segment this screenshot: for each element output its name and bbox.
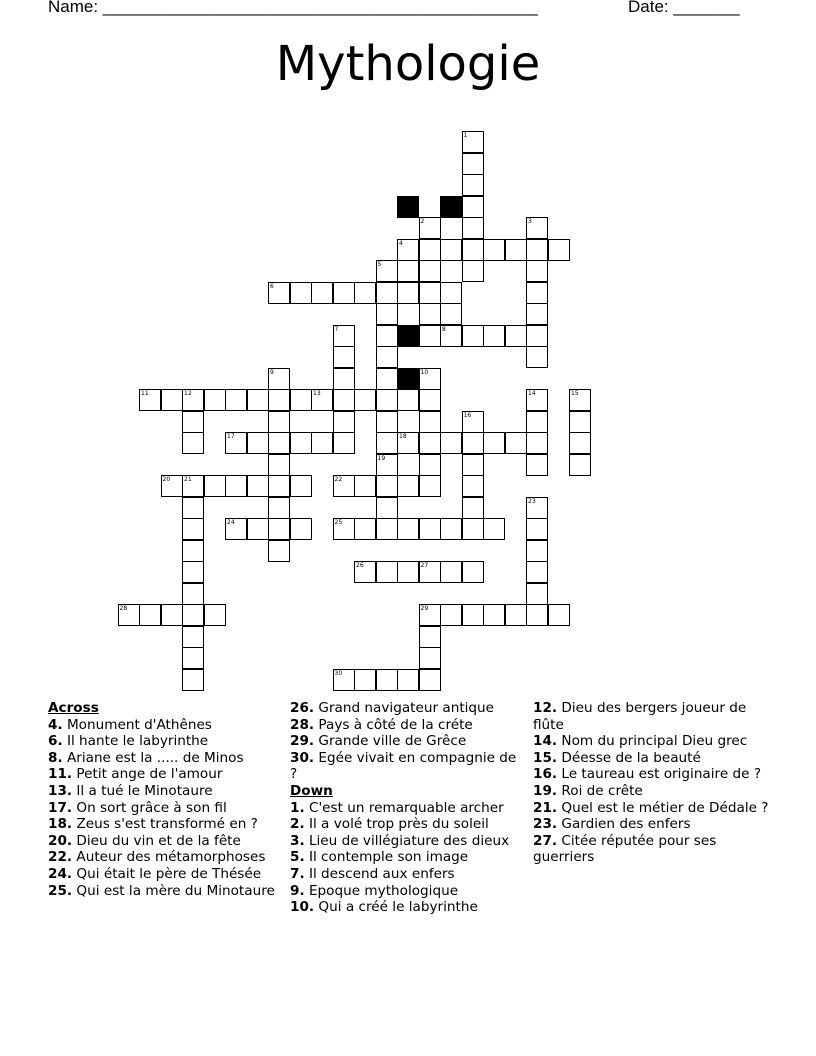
grid-cell[interactable] xyxy=(397,475,419,497)
clue-number: 19 xyxy=(377,454,386,462)
clue-number-label: 10. xyxy=(290,899,315,916)
grid-cell[interactable] xyxy=(526,540,548,562)
grid-cell[interactable] xyxy=(526,518,548,540)
clue-text: Lieu de villégiature des dieux xyxy=(304,832,510,849)
grid-cell[interactable] xyxy=(247,518,269,540)
clue-number-label: 29. xyxy=(290,733,315,750)
clue-text: Il hante le labyrinthe xyxy=(62,733,209,750)
grid-cell[interactable] xyxy=(526,217,548,239)
grid-cell[interactable] xyxy=(462,153,484,175)
grid-cell[interactable] xyxy=(333,389,355,411)
black-cell xyxy=(397,368,419,390)
grid-cell[interactable] xyxy=(182,540,204,562)
grid-cell[interactable] xyxy=(376,282,398,304)
clue-item xyxy=(48,750,284,767)
grid-cell[interactable] xyxy=(526,389,548,411)
clue-number: 18 xyxy=(399,433,407,440)
grid-cell[interactable] xyxy=(569,454,591,476)
grid-cell[interactable] xyxy=(268,497,290,519)
grid-cell[interactable] xyxy=(161,604,183,626)
grid-cell[interactable] xyxy=(376,497,398,519)
grid-cell[interactable] xyxy=(311,282,333,304)
grid-cell[interactable] xyxy=(376,368,398,390)
clue-number-label: 6. xyxy=(48,733,63,750)
grid-cell[interactable] xyxy=(505,325,527,347)
grid-cell[interactable] xyxy=(247,475,269,497)
clue-number: 22 xyxy=(334,476,343,483)
grid-cell[interactable] xyxy=(462,260,484,282)
grid-cell[interactable] xyxy=(290,518,312,540)
grid-cell[interactable] xyxy=(204,604,226,626)
clue-text: Le taureau est originaire de ? xyxy=(557,766,762,783)
grid-cell[interactable] xyxy=(483,604,505,626)
grid-cell[interactable] xyxy=(462,604,484,626)
grid-cell[interactable] xyxy=(247,389,269,411)
clue-text: Roi de crête xyxy=(557,782,643,799)
clue-item xyxy=(290,717,526,734)
grid-cell[interactable] xyxy=(333,325,355,347)
clue-text: Qui a créé le labyrinthe xyxy=(314,899,478,916)
clue-text: Monument d'Athênes xyxy=(62,716,212,733)
clue-number: 13 xyxy=(313,390,321,397)
grid-cell[interactable] xyxy=(225,432,247,454)
clue-item xyxy=(48,733,284,750)
clue-number: 5 xyxy=(377,261,382,268)
grid-cell[interactable] xyxy=(182,604,204,626)
grid-cell[interactable] xyxy=(182,626,204,648)
black-cell xyxy=(397,196,419,218)
grid-cell[interactable] xyxy=(204,475,226,497)
grid-cell[interactable] xyxy=(333,518,355,540)
clue-number: 21 xyxy=(184,476,192,483)
grid-cell[interactable] xyxy=(440,282,462,304)
grid-cell[interactable] xyxy=(462,475,484,497)
clue-number-label: 12. xyxy=(533,700,558,716)
grid-cell[interactable] xyxy=(333,346,355,368)
grid-cell[interactable] xyxy=(419,669,441,691)
grid-cell[interactable] xyxy=(419,626,441,648)
clue-item xyxy=(290,883,526,900)
grid-cell[interactable] xyxy=(311,389,333,411)
grid-cell[interactable] xyxy=(397,518,419,540)
grid-cell[interactable] xyxy=(526,260,548,282)
grid-cell[interactable] xyxy=(397,282,419,304)
grid-cell[interactable] xyxy=(376,260,398,282)
grid-cell[interactable] xyxy=(268,411,290,433)
grid-cell[interactable] xyxy=(548,239,570,261)
grid-cell[interactable] xyxy=(419,475,441,497)
clue-number: 9 xyxy=(270,368,274,376)
grid-cell[interactable] xyxy=(462,454,484,476)
grid-cell[interactable] xyxy=(354,282,376,304)
clue-item xyxy=(533,750,769,767)
grid-cell[interactable] xyxy=(397,561,419,583)
grid-cell[interactable] xyxy=(526,303,548,325)
grid-cell[interactable] xyxy=(397,260,419,282)
down-heading: Down xyxy=(290,782,333,799)
clue-text: Qui est la mère du Minotaure xyxy=(72,882,275,899)
grid-cell[interactable] xyxy=(526,346,548,368)
grid-cell[interactable] xyxy=(419,389,441,411)
clue-number-label: 7. xyxy=(290,865,305,882)
clue-item xyxy=(533,833,769,866)
clue-number-label: 18. xyxy=(48,816,73,833)
clues-column-3 xyxy=(533,700,769,866)
clue-item xyxy=(48,816,284,833)
clue-number: 7 xyxy=(334,325,339,333)
grid-cell[interactable] xyxy=(268,540,290,562)
clue-item xyxy=(290,849,526,866)
clue-text: C'est un remarquable archer xyxy=(304,799,504,816)
grid-cell[interactable] xyxy=(440,432,462,454)
page-title: Mythologie xyxy=(275,36,541,92)
grid-cell[interactable] xyxy=(526,561,548,583)
clue-number: 25 xyxy=(334,519,343,526)
clue-number: 6 xyxy=(270,282,274,290)
clue-item xyxy=(48,717,284,734)
grid-cell[interactable] xyxy=(462,174,484,196)
grid-cell[interactable] xyxy=(419,647,441,669)
clue-number-label: 25. xyxy=(48,882,73,899)
grid-cell[interactable] xyxy=(118,604,140,626)
grid-cell[interactable] xyxy=(526,432,548,454)
clue-item xyxy=(290,800,526,817)
grid-cell[interactable] xyxy=(182,583,204,605)
clue-item xyxy=(290,833,526,850)
clue-text: Il descend aux enfers xyxy=(304,865,455,882)
grid-cell[interactable] xyxy=(483,325,505,347)
grid-cell[interactable] xyxy=(290,475,312,497)
grid-cell[interactable] xyxy=(290,282,312,304)
clue-number: 28 xyxy=(119,605,128,612)
clue-number: 14 xyxy=(528,390,536,397)
clue-number-label: 28. xyxy=(290,716,315,733)
grid-cell[interactable] xyxy=(526,497,548,519)
grid-cell[interactable] xyxy=(440,239,462,261)
grid-cell[interactable] xyxy=(182,432,204,454)
clue-item xyxy=(533,733,769,750)
grid-cell[interactable] xyxy=(290,389,312,411)
grid-cell[interactable] xyxy=(419,561,441,583)
grid-cell[interactable] xyxy=(333,411,355,433)
clue-text: Dieu des bergers joueur de flûte xyxy=(533,700,747,733)
grid-cell[interactable] xyxy=(268,518,290,540)
clue-number-label: 24. xyxy=(48,865,73,882)
grid-cell[interactable] xyxy=(268,432,290,454)
grid-cell[interactable] xyxy=(526,282,548,304)
grid-cell[interactable] xyxy=(268,454,290,476)
grid-cell[interactable] xyxy=(526,411,548,433)
grid-cell[interactable] xyxy=(440,518,462,540)
grid-cell[interactable] xyxy=(139,604,161,626)
grid-cell[interactable] xyxy=(333,368,355,390)
grid-cell[interactable] xyxy=(182,389,204,411)
grid-cell[interactable] xyxy=(268,282,290,304)
clue-number-label: 14. xyxy=(533,733,558,750)
clue-item xyxy=(290,733,526,750)
clue-number: 17 xyxy=(227,433,235,440)
black-cell xyxy=(440,196,462,218)
grid-cell[interactable] xyxy=(462,561,484,583)
grid-cell[interactable] xyxy=(569,432,591,454)
clue-number: 10 xyxy=(420,368,429,376)
grid-cell[interactable] xyxy=(440,561,462,583)
grid-cell[interactable] xyxy=(462,239,484,261)
grid-cell[interactable] xyxy=(419,432,441,454)
grid-cell[interactable] xyxy=(505,604,527,626)
grid-cell[interactable] xyxy=(225,518,247,540)
grid-cell[interactable] xyxy=(204,389,226,411)
clue-number-label: 30. xyxy=(290,749,315,766)
clue-item xyxy=(533,800,769,817)
clue-item xyxy=(290,700,526,717)
clue-number: 30 xyxy=(334,669,343,677)
clue-number-label: 16. xyxy=(533,766,558,783)
grid-cell[interactable] xyxy=(419,325,441,347)
grid-cell[interactable] xyxy=(462,518,484,540)
grid-cell[interactable] xyxy=(376,518,398,540)
grid-cell[interactable] xyxy=(462,432,484,454)
clue-item xyxy=(48,833,284,850)
clues-column-2 xyxy=(290,700,526,916)
grid-cell[interactable] xyxy=(333,475,355,497)
grid-cell[interactable] xyxy=(462,325,484,347)
black-cell xyxy=(397,325,419,347)
grid-cell[interactable] xyxy=(354,389,376,411)
clue-text: Egée vivait en compagnie de ? xyxy=(290,749,517,783)
grid-cell[interactable] xyxy=(419,604,441,626)
clue-number-label: 19. xyxy=(533,782,558,799)
clue-item xyxy=(290,816,526,833)
grid-cell[interactable] xyxy=(268,368,290,390)
grid-cell[interactable] xyxy=(376,389,398,411)
clue-number: 24 xyxy=(227,519,235,526)
clue-number-label: 8. xyxy=(48,749,63,766)
clue-text: Citée réputée pour ses guerriers xyxy=(533,832,717,866)
clue-text: Nom du principal Dieu grec xyxy=(557,733,748,750)
grid-cell[interactable] xyxy=(505,239,527,261)
grid-cell[interactable] xyxy=(397,432,419,454)
clue-text: Il a volé trop près du soleil xyxy=(304,816,489,833)
across-clue-list-continued xyxy=(290,700,526,783)
grid-cell[interactable] xyxy=(419,239,441,261)
grid-cell[interactable] xyxy=(419,303,441,325)
clue-number: 11 xyxy=(141,390,149,397)
grid-cell[interactable] xyxy=(526,454,548,476)
grid-cell[interactable] xyxy=(182,561,204,583)
clue-number-label: 27. xyxy=(533,832,558,849)
clue-number: 16 xyxy=(463,411,472,419)
grid-cell[interactable] xyxy=(354,561,376,583)
grid-cell[interactable] xyxy=(333,432,355,454)
clue-text: Ariane est la ..... de Minos xyxy=(62,749,244,766)
date-field[interactable]: Date: _______ xyxy=(628,0,740,16)
clue-text: Dieu du vin et de la fête xyxy=(72,832,241,849)
down-clue-list-continued xyxy=(533,700,769,866)
clue-number-label: 20. xyxy=(48,832,73,849)
grid-cell[interactable] xyxy=(483,239,505,261)
clue-number-label: 17. xyxy=(48,799,73,816)
grid-cell[interactable] xyxy=(376,346,398,368)
clue-number-label: 3. xyxy=(290,832,305,849)
clue-number-label: 5. xyxy=(290,849,305,866)
grid-cell[interactable] xyxy=(311,432,333,454)
grid-cell[interactable] xyxy=(483,432,505,454)
grid-cell[interactable] xyxy=(290,432,312,454)
grid-cell[interactable] xyxy=(333,669,355,691)
clue-number: 29 xyxy=(420,605,429,612)
grid-cell[interactable] xyxy=(268,475,290,497)
grid-cell[interactable] xyxy=(505,432,527,454)
grid-cell[interactable] xyxy=(182,669,204,691)
grid-cell[interactable] xyxy=(376,475,398,497)
grid-cell[interactable] xyxy=(376,303,398,325)
clue-number: 3 xyxy=(528,218,532,225)
clue-number-label: 1. xyxy=(290,799,305,816)
clue-number-label: 23. xyxy=(533,816,558,833)
across-clue-list xyxy=(48,717,284,900)
grid-cell[interactable] xyxy=(182,647,204,669)
grid-cell[interactable] xyxy=(182,475,204,497)
clue-number-label: 9. xyxy=(290,882,305,899)
clue-text: Petit ange de l'amour xyxy=(72,766,223,783)
clue-item xyxy=(48,783,284,800)
name-field[interactable]: Name: ______________________________________________ xyxy=(48,0,538,16)
grid-cell[interactable] xyxy=(182,497,204,519)
clue-text: Gardien des enfers xyxy=(557,816,691,833)
clue-item xyxy=(48,766,284,783)
clue-text: Il contemple son image xyxy=(304,849,469,866)
grid-cell[interactable] xyxy=(526,239,548,261)
clues-column-1 xyxy=(48,700,284,899)
across-heading: Across xyxy=(48,700,99,716)
grid-cell[interactable] xyxy=(483,518,505,540)
grid-cell[interactable] xyxy=(440,325,462,347)
grid-cell[interactable] xyxy=(419,411,441,433)
clue-item xyxy=(48,883,284,900)
down-clue-list xyxy=(290,800,526,916)
clue-number-label: 11. xyxy=(48,766,73,783)
clue-number: 2 xyxy=(420,218,425,225)
clue-text: Grande ville de Grêce xyxy=(314,733,467,750)
grid-cell[interactable] xyxy=(419,282,441,304)
clue-number: 1 xyxy=(463,132,468,139)
grid-cell[interactable] xyxy=(526,604,548,626)
grid-cell[interactable] xyxy=(462,217,484,239)
clue-item xyxy=(48,849,284,866)
grid-cell[interactable] xyxy=(440,604,462,626)
clue-item xyxy=(48,800,284,817)
grid-cell[interactable] xyxy=(161,475,183,497)
clue-number-label: 4. xyxy=(48,716,63,733)
clue-text: Epoque mythologique xyxy=(304,882,459,899)
grid-cell[interactable] xyxy=(182,518,204,540)
clue-item xyxy=(290,750,526,783)
grid-cell[interactable] xyxy=(225,389,247,411)
grid-cell[interactable] xyxy=(397,239,419,261)
grid-cell[interactable] xyxy=(397,389,419,411)
clue-number-label: 22. xyxy=(48,849,73,866)
grid-cell[interactable] xyxy=(526,583,548,605)
clue-text: Quel est le métier de Dédale ? xyxy=(557,799,769,816)
grid-cell[interactable] xyxy=(139,389,161,411)
grid-cell[interactable] xyxy=(247,432,269,454)
clue-number: 15 xyxy=(571,390,579,397)
clue-number: 27 xyxy=(420,562,429,569)
grid-cell[interactable] xyxy=(333,282,355,304)
clue-text: Il a tué le Minotaure xyxy=(72,782,213,799)
grid-cell[interactable] xyxy=(462,196,484,218)
clue-item xyxy=(533,816,769,833)
clue-item xyxy=(290,899,526,916)
clue-number-label: 21. xyxy=(533,799,558,816)
grid-cell[interactable] xyxy=(268,389,290,411)
clue-number-label: 26. xyxy=(290,700,315,716)
clue-number: 23 xyxy=(528,497,536,505)
grid-cell[interactable] xyxy=(225,475,247,497)
grid-cell[interactable] xyxy=(419,518,441,540)
grid-cell[interactable] xyxy=(462,411,484,433)
grid-cell[interactable] xyxy=(161,389,183,411)
grid-cell[interactable] xyxy=(419,260,441,282)
grid-cell[interactable] xyxy=(569,411,591,433)
grid-cell[interactable] xyxy=(462,497,484,519)
clue-text: On sort grâce à son fil xyxy=(72,799,227,816)
grid-cell[interactable] xyxy=(354,518,376,540)
grid-cell[interactable] xyxy=(548,604,570,626)
clue-number: 26 xyxy=(356,562,364,569)
clue-item xyxy=(533,783,769,800)
clue-item xyxy=(290,866,526,883)
clue-item xyxy=(533,700,769,733)
grid-cell[interactable] xyxy=(376,325,398,347)
grid-cell[interactable] xyxy=(376,669,398,691)
clue-number: 12 xyxy=(184,390,192,397)
grid-cell[interactable] xyxy=(354,669,376,691)
clue-number: 20 xyxy=(162,476,171,483)
clue-text: Auteur des métamorphoses xyxy=(72,849,266,866)
grid-cell[interactable] xyxy=(462,131,484,153)
grid-cell[interactable] xyxy=(419,368,441,390)
clue-number-label: 2. xyxy=(290,816,305,833)
clue-number: 4 xyxy=(399,239,403,247)
clue-number: 8 xyxy=(442,325,446,333)
grid-cell[interactable] xyxy=(397,669,419,691)
clue-number-label: 13. xyxy=(48,782,73,799)
grid-cell[interactable] xyxy=(419,217,441,239)
clue-number-label: 15. xyxy=(533,749,558,766)
grid-cell[interactable] xyxy=(569,389,591,411)
grid-cell[interactable] xyxy=(376,454,398,476)
grid-cell[interactable] xyxy=(526,325,548,347)
grid-cell[interactable] xyxy=(376,561,398,583)
clue-item xyxy=(533,766,769,783)
clue-text: Zeus s'est transformé en ? xyxy=(72,816,258,833)
grid-cell[interactable] xyxy=(440,303,462,325)
grid-cell[interactable] xyxy=(376,432,398,454)
grid-cell[interactable] xyxy=(182,411,204,433)
clue-text: Qui était le père de Thésée xyxy=(72,865,262,882)
clue-item xyxy=(48,866,284,883)
clue-text: Grand navigateur antique xyxy=(314,700,495,716)
grid-cell[interactable] xyxy=(376,411,398,433)
clue-text: Déesse de la beauté xyxy=(557,749,701,766)
clue-text: Pays à côté de la créte xyxy=(314,716,473,733)
grid-cell[interactable] xyxy=(419,454,441,476)
grid-cell[interactable] xyxy=(354,475,376,497)
